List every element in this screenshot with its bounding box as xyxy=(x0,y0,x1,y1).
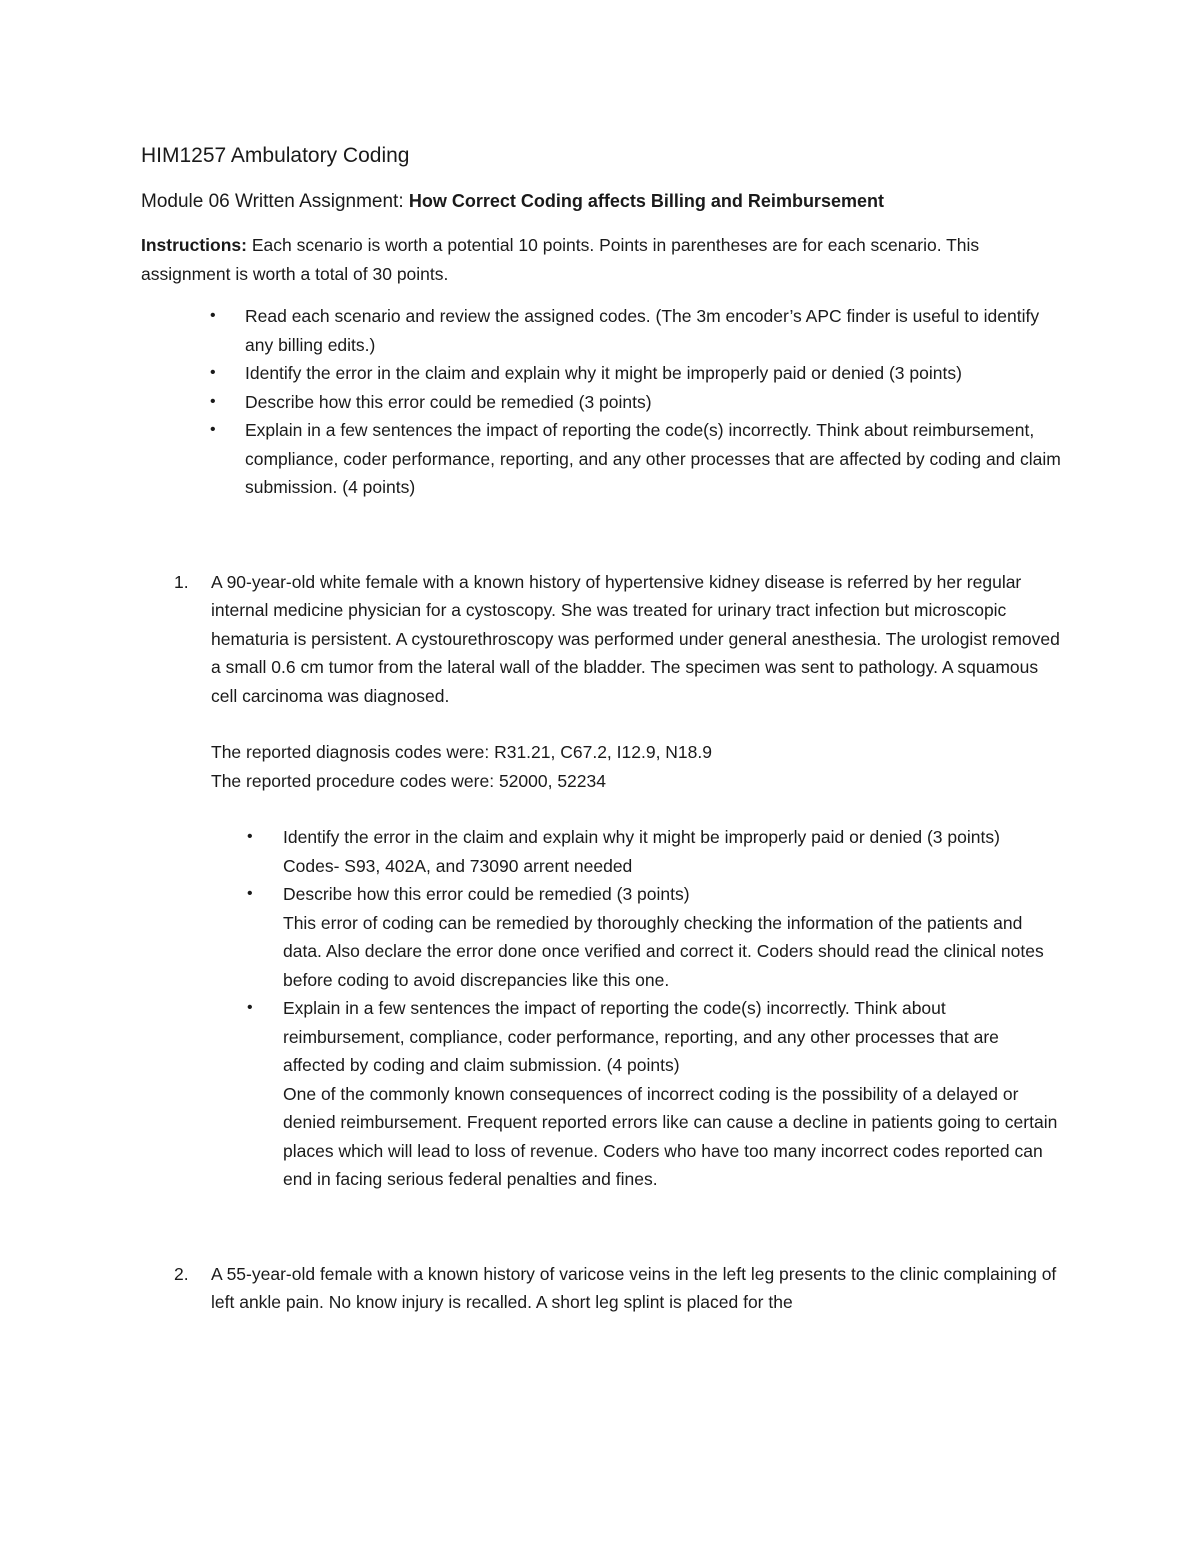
instructions-item xyxy=(141,416,1061,502)
scenario-number: 2. xyxy=(174,1263,189,1284)
reported-codes xyxy=(211,738,1061,795)
instructions-text: Each scenario is worth a potential 10 points. Points in parentheses are for each scenario. This assignment is worth a total of 30 points. xyxy=(141,235,980,284)
bullet-icon: • xyxy=(210,392,216,410)
question-answer: Codes- S93, 402A, and 73090 arrent needed xyxy=(283,855,633,876)
procedure-codes: The reported procedure codes were: 52000, 52234 xyxy=(211,770,606,791)
instructions-item-text: Identify the error in the claim and explain why it might be improperly paid or denied (3 points) xyxy=(245,363,962,383)
bullet-icon: • xyxy=(210,364,216,381)
diagnosis-codes: The reported diagnosis codes were: R31.21, C67.2, I12.9, N18.9 xyxy=(211,742,712,762)
question-item xyxy=(211,880,1061,994)
scenario-item xyxy=(141,568,1061,1194)
instructions-item-text: Describe how this error could be remedied (3 points) xyxy=(245,391,652,412)
question-prompt: Identify the error in the claim and explain why it might be improperly paid or denied (3 points) xyxy=(283,827,1000,847)
question-item xyxy=(211,823,1061,880)
instructions-item-text: Read each scenario and review the assigned codes. (The 3m encoder’s APC finder is useful to identify any billing edits.) xyxy=(245,306,1040,355)
course-title: HIM1257 Ambulatory Coding xyxy=(141,144,410,167)
question-prompt: Explain in a few sentences the impact of reporting the code(s) incorrectly. Think about reimbursement, compliance, coder performance, reporting, and any other processes that are affected by coding and claim submission. (4 points) xyxy=(283,998,999,1075)
bullet-icon: • xyxy=(247,999,253,1016)
question-item xyxy=(211,994,1061,1194)
bullet-icon: • xyxy=(247,885,253,902)
scenario-item xyxy=(141,1260,1061,1317)
bullet-icon: • xyxy=(247,828,253,845)
scenario-text: A 90-year-old white female with a known history of hypertensive kidney disease is referred by her regular internal medicine physician for a cystoscopy. She was treated for urinary tract infection but microscopic hematuria is persistent. A cystourethroscopy was performed under general anesthesia. The urologist removed a small 0.6 cm tumor from the lateral wall of the bladder. The specimen was sent to pathology. A squamous cell carcinoma was diagnosed. xyxy=(211,571,1060,706)
instructions-list xyxy=(141,302,1061,502)
instructions-label: Instructions: xyxy=(141,235,247,255)
question-answer: One of the commonly known consequences of incorrect coding is the possibility of a delayed or denied reimbursement. Frequent reported errors like can cause a decline in patients going to certain places which will lead to loss of revenue. Coders who have too many incorrect codes reported can end in facing serious federal penalties and fines. xyxy=(283,1083,1058,1189)
bullet-icon: • xyxy=(210,307,216,324)
assignment-title-bold: How Correct Coding affects Billing and Reimbursement xyxy=(408,191,884,211)
question-prompt: Describe how this error could be remedied (3 points) xyxy=(283,884,690,904)
bullet-icon: • xyxy=(210,421,216,438)
scenario-number: 1. xyxy=(174,571,189,592)
scenario-questions xyxy=(211,823,1061,1194)
instructions-item-text: Explain in a few sentences the impact of reporting the code(s) incorrectly. Think about reimbursement, compliance, coder performance, reporting, and any other processes that are affected by coding and claim submission. (4 points) xyxy=(245,420,1061,497)
document-content xyxy=(141,140,1061,1317)
scenario-list xyxy=(141,568,1061,1317)
instructions-item xyxy=(141,302,1061,359)
scenario-text: A 55-year-old female with a known history of varicose veins in the left leg presents to the clinic complaining of left ankle pain. No know injury is recalled. A short leg splint is placed for the xyxy=(211,1263,1057,1312)
instructions-item xyxy=(141,388,1061,417)
instructions-item xyxy=(141,359,1061,388)
question-answer: This error of coding can be remedied by thoroughly checking the information of the patients and data. Also declare the error done once verified and correct it. Coders should read the clinical notes before coding to avoid discrepancies like this one. xyxy=(283,912,1044,990)
instructions-paragraph xyxy=(141,231,1061,288)
assignment-title-prefix: Module 06 Written Assignment: xyxy=(141,191,409,212)
assignment-title xyxy=(141,186,1061,217)
